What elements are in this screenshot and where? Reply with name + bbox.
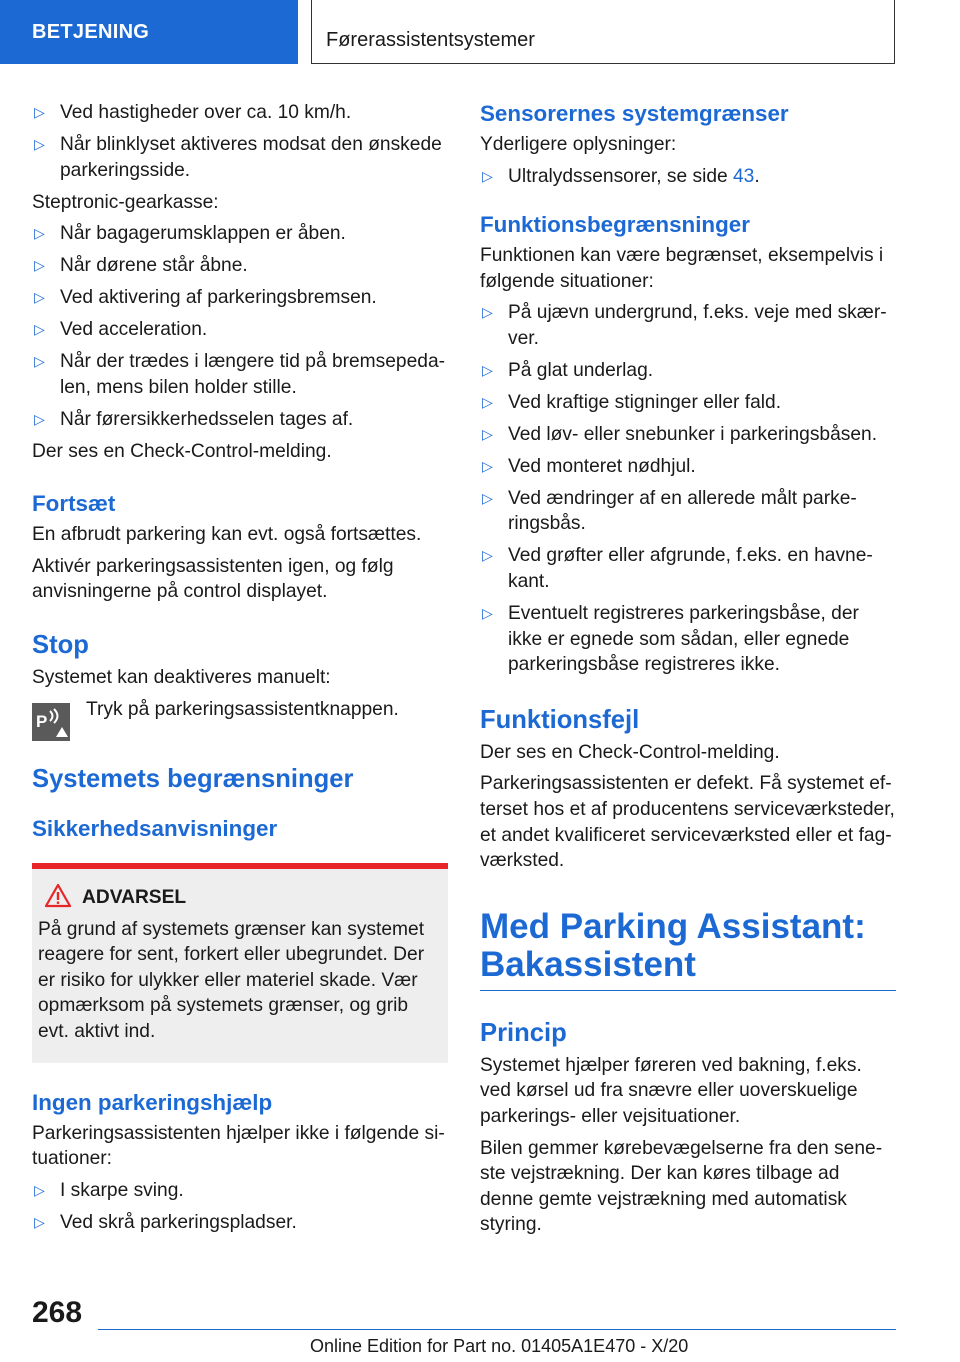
triangle-bullet-icon: ▷ [482, 489, 493, 506]
paragraph: Aktivér parkeringsassistenten igen, og følg anvisningerne på control displayet. [32, 555, 394, 603]
heading-stop: Stop [32, 631, 89, 660]
triangle-bullet-icon: ▷ [482, 304, 493, 321]
triangle-bullet-icon: ▷ [482, 547, 493, 564]
svg-text:P: P [36, 711, 48, 731]
bullet-list [480, 300, 896, 677]
heading-line-2: Bakassistent [480, 944, 696, 984]
list-item: ▷ Ved hastigheder over ca. 10 km/h. [32, 100, 448, 126]
triangle-bullet-icon: ▷ [482, 167, 493, 184]
button-instruction [32, 697, 448, 753]
list-item: ▷ På glat underlag. [480, 358, 896, 384]
paragraph: Systemet kan deaktiveres manuelt: [32, 667, 331, 689]
paragraph: Parkeringsassistenten er defekt. Få systemet efterset hos et af producentens serviceværksteder, et andet kvalificeret serviceværksted eller et fagværksted. [480, 773, 895, 872]
triangle-bullet-icon: ▷ [482, 457, 493, 474]
warning-box [32, 863, 448, 1063]
parking-assistant-button-icon [32, 703, 70, 741]
page-header [0, 0, 960, 66]
list-item: ▷ Ved aktivering af parkeringsbremsen. [32, 285, 448, 311]
triangle-bullet-icon: ▷ [482, 605, 493, 622]
bullet-list [32, 1178, 448, 1236]
left-column [32, 100, 448, 1242]
list-item: ▷ Når bagagerumsklappen er åben. [32, 221, 448, 247]
warning-triangle-icon [44, 883, 72, 917]
list-item: ▷ Ultralydssensorer, se side 43. [480, 164, 896, 190]
chapter-title: Førerassistentsystemer [311, 0, 895, 64]
list-item: ▷ Ved monteret nødhjul. [480, 454, 896, 480]
paragraph: Bilen gemmer kørebevægelserne fra den seneste vejstrækning. Der kan køres tilbage ad denne gemte vejstrækning med automatisk styring. [480, 1137, 883, 1236]
paragraph: Systemet hjælper føreren ved bakning, f.eks. ved kørsel ud fra snævre eller uoverskuelige parkerings- eller vejsituationer. [480, 1054, 862, 1127]
warning-title: ADVARSEL [38, 885, 442, 911]
heading-principle: Princip [480, 1018, 567, 1047]
triangle-bullet-icon: ▷ [34, 104, 45, 120]
page-link[interactable]: 43 [733, 165, 755, 187]
triangle-bullet-icon: ▷ [34, 225, 45, 242]
triangle-bullet-icon: ▷ [34, 257, 45, 274]
list-item: ▷ Når førersikkerhedsselen tages af. [32, 407, 448, 433]
chapter-heading [480, 908, 896, 991]
heading-system-limits: Systemets begrænsninger [32, 764, 354, 793]
triangle-bullet-icon: ▷ [34, 1181, 45, 1198]
triangle-bullet-icon: ▷ [34, 289, 45, 306]
triangle-bullet-icon: ▷ [34, 410, 45, 427]
paragraph: Yderligere oplysninger: [480, 134, 677, 155]
heading-line-1: Med Parking Assistant: [480, 906, 866, 946]
list-item: ▷ Når der trædes i længere tid på bremsepedalen, mens bilen holder stille. [34, 351, 446, 398]
paragraph: Parkeringsassistenten hjælper ikke i følgende situationer: [32, 1122, 445, 1170]
right-column [480, 100, 896, 1244]
bullet-list [32, 100, 448, 183]
list-item: ▷ Ved grøfter eller afgrunde, f.eks. en havnekant. [482, 545, 873, 593]
check-control-text: Der ses en Check-Control-melding. [32, 440, 332, 462]
triangle-bullet-icon: ▷ [482, 425, 493, 442]
footer-rule [98, 1329, 896, 1330]
steptronic-label: Steptronic-gearkasse: [32, 191, 219, 213]
list-item: ▷ I skarpe sving. [32, 1178, 448, 1204]
list-item: ▷ Ved løv- eller snebunker i parkeringsbåsen. [480, 422, 896, 448]
list-item: ▷ Ved acceleration. [32, 317, 448, 343]
triangle-bullet-icon: ▷ [482, 361, 493, 378]
list-item: ▷ På ujævn undergrund, f.eks. veje med skærver. [482, 302, 887, 349]
triangle-bullet-icon: ▷ [482, 393, 493, 410]
paragraph: Der ses en Check-Control-melding. [480, 741, 780, 763]
paragraph: Funktionen kan være begrænset, eksempelvis i følgende situationer: [480, 245, 884, 292]
section-tab: BETJENING [0, 0, 298, 64]
warning-text: På grund af systemets grænser kan systemet reagere for sent, forkert eller ubegrundet. Der er risiko for ulykker eller materiel skade. Vær opmærksom på systemets grænser, og grib evt. aktivt ind. [38, 918, 425, 1042]
heading-malfunction: Funktionsfejl [480, 705, 640, 734]
triangle-bullet-icon: ▷ [34, 135, 45, 152]
page-number: 268 [32, 1296, 83, 1329]
instruction-text: Tryk på parkeringsassistentknappen. [86, 698, 399, 720]
heading-safety: Sikkerhedsanvisninger [32, 815, 278, 841]
triangle-bullet-icon: ▷ [34, 353, 45, 370]
paragraph: En afbrudt parkering kan evt. også fortsættes. [32, 524, 422, 546]
list-item: ▷ Eventuelt registreres parkeringsbåse, der ikke er egnede som sådan, eller egnede parkeringsbåse registreres ikke. [482, 603, 859, 676]
footer-edition: Online Edition for Part no. 01405A1E470 - X/20 [310, 1336, 689, 1356]
heading-function-limits: Funktionsbegrænsninger [480, 212, 750, 238]
list-item: ▷ Ved ændringer af en allerede målt parkeringsbås. [482, 487, 857, 535]
heading-sensor-limits: Sensorernes systemgrænser [480, 101, 789, 126]
list-item: ▷ Når blinklyset aktiveres modsat den ønskede parkeringsside. [34, 133, 442, 181]
heading-no-parking-help: Ingen parkeringshjælp [32, 1089, 273, 1115]
list-item: ▷ Ved kraftige stigninger eller fald. [480, 390, 896, 416]
list-item: ▷ Ved skrå parkeringspladser. [32, 1210, 448, 1236]
bullet-list [480, 164, 896, 190]
list-item: ▷ Når dørene står åbne. [32, 253, 448, 279]
triangle-bullet-icon: ▷ [34, 321, 45, 338]
triangle-bullet-icon: ▷ [34, 1213, 45, 1230]
bullet-list [32, 221, 448, 432]
heading-fortsaet: Fortsæt [32, 491, 116, 517]
